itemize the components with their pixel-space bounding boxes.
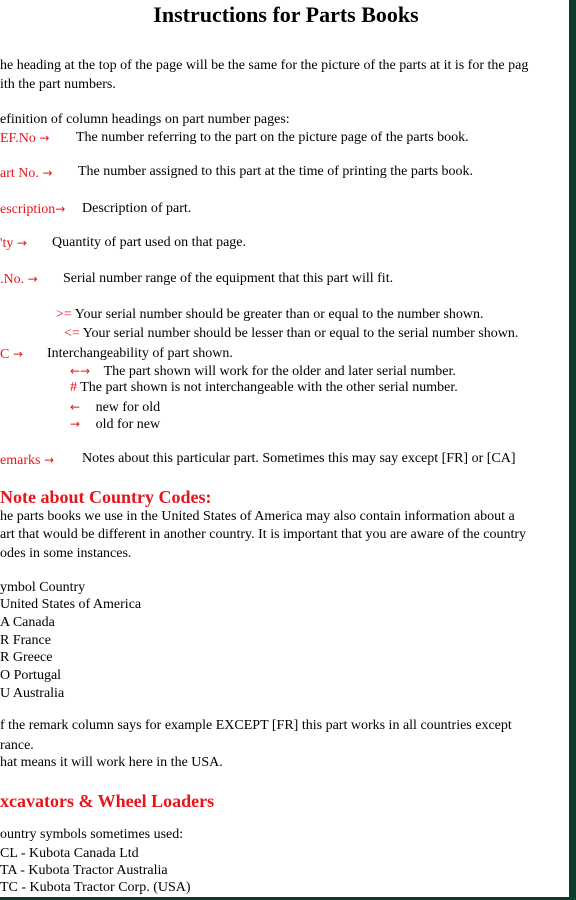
serial-note-greater xyxy=(56,307,484,323)
def-description: Description of part. xyxy=(82,201,192,216)
left-arrow-icon: ← xyxy=(70,400,81,414)
right-arrow-icon: → xyxy=(70,417,81,431)
serial-note-lesser-text: Your serial number should be lesser than or equal to the serial number shown. xyxy=(82,326,519,341)
except-para-line-2: rance. xyxy=(0,738,34,753)
def-qty: Quantity of part used on that page. xyxy=(52,235,247,250)
except-para-line-3: hat means it will work here in the USA. xyxy=(0,755,223,770)
serial-note-greater-text: Your serial number should be greater than or equal to the number shown. xyxy=(74,307,484,322)
country-symbol-item: TC - Kubota Tractor Corp. (USA) xyxy=(0,880,191,895)
term-remarks-label: emarks xyxy=(0,453,41,468)
country-para-line-3: odes in some instances. xyxy=(0,546,132,561)
term-ref-no-label: EF.No xyxy=(0,131,36,146)
term-serial-no-label: .No. xyxy=(0,272,25,287)
symbol-list-item: ymbol Country xyxy=(0,580,86,595)
lesser-equal-symbol: <= xyxy=(64,326,80,341)
right-arrow-icon: → xyxy=(42,166,53,180)
ic-item-both-text: The part shown will work for the older and later serial number. xyxy=(103,364,456,379)
right-arrow-icon: → xyxy=(43,453,54,467)
ic-item-not-text: The part shown is not interchangeable with the other serial number. xyxy=(80,380,458,395)
def-serial-no: Serial number range of the equipment that this part will fit. xyxy=(63,271,394,286)
ic-item-old-for-new-text: old for new xyxy=(95,417,161,432)
left-right-arrow-icon: ←→ xyxy=(70,364,91,378)
serial-note-lesser xyxy=(64,326,518,342)
right-arrow-icon: → xyxy=(12,347,23,361)
def-ref-no: The number referring to the part on the picture page of the parts book. xyxy=(76,130,469,145)
right-arrow-icon: → xyxy=(16,236,27,250)
right-arrow-icon: → xyxy=(55,202,66,216)
excavators-heading: xcavators & Wheel Loaders xyxy=(0,791,215,811)
page-title: Instructions for Parts Books xyxy=(153,2,419,27)
symbol-list-item: A Canada xyxy=(0,615,55,630)
intro-line-1: he heading at the top of the page will be the same for the picture of the parts at it is for the pag xyxy=(0,58,529,73)
term-qty xyxy=(0,235,27,252)
country-para-line-2: art that would be different in another country. It is important that you are aware of the country xyxy=(0,527,526,542)
ic-item-new-for-old xyxy=(70,399,160,416)
country-symbols-heading: ountry symbols sometimes used: xyxy=(0,827,184,842)
term-ic-label: C xyxy=(0,347,10,362)
ic-item-both xyxy=(70,363,456,380)
def-remarks: Notes about this particular part. Sometimes this may say except [FR] or [CA] xyxy=(82,451,516,466)
ic-item-not xyxy=(70,380,458,396)
term-remarks xyxy=(0,452,54,469)
term-part-no xyxy=(0,165,52,182)
term-description-label: escription xyxy=(0,202,56,217)
term-part-no-label: art No. xyxy=(0,166,39,181)
country-symbol-item: CL - Kubota Canada Ltd xyxy=(0,846,139,861)
term-ref-no xyxy=(0,130,49,147)
greater-equal-symbol: >= xyxy=(56,307,72,322)
symbol-list-item: O Portugal xyxy=(0,668,62,683)
def-part-no: The number assigned to this part at the time of printing the parts book. xyxy=(78,164,474,179)
ic-item-old-for-new xyxy=(70,416,160,433)
right-arrow-icon: → xyxy=(27,272,38,286)
intro-line-2: ith the part numbers. xyxy=(0,77,116,92)
symbol-list-item: R Greece xyxy=(0,650,53,665)
ic-item-new-for-old-text: new for old xyxy=(95,400,161,415)
term-qty-label: 'ty xyxy=(0,236,14,251)
symbol-list-item: U Australia xyxy=(0,686,65,701)
right-arrow-icon: → xyxy=(39,131,50,145)
country-symbol-item: TA - Kubota Tractor Australia xyxy=(0,863,168,878)
term-ic xyxy=(0,346,23,363)
symbol-list-item: R France xyxy=(0,633,51,648)
term-description xyxy=(0,201,65,218)
country-para-line-1: he parts books we use in the United States of America may also contain information about a xyxy=(0,509,515,524)
symbol-list-item: United States of America xyxy=(0,597,142,612)
country-codes-heading: Note about Country Codes: xyxy=(0,487,212,507)
except-para-line-1: f the remark column says for example EXCEPT [FR] this part works in all countries except xyxy=(0,718,512,733)
term-serial-no xyxy=(0,271,38,288)
def-ic: Interchangeability of part shown. xyxy=(47,346,233,361)
definitions-heading: efinition of column headings on part number pages: xyxy=(0,112,290,127)
hash-symbol: # xyxy=(70,380,77,395)
